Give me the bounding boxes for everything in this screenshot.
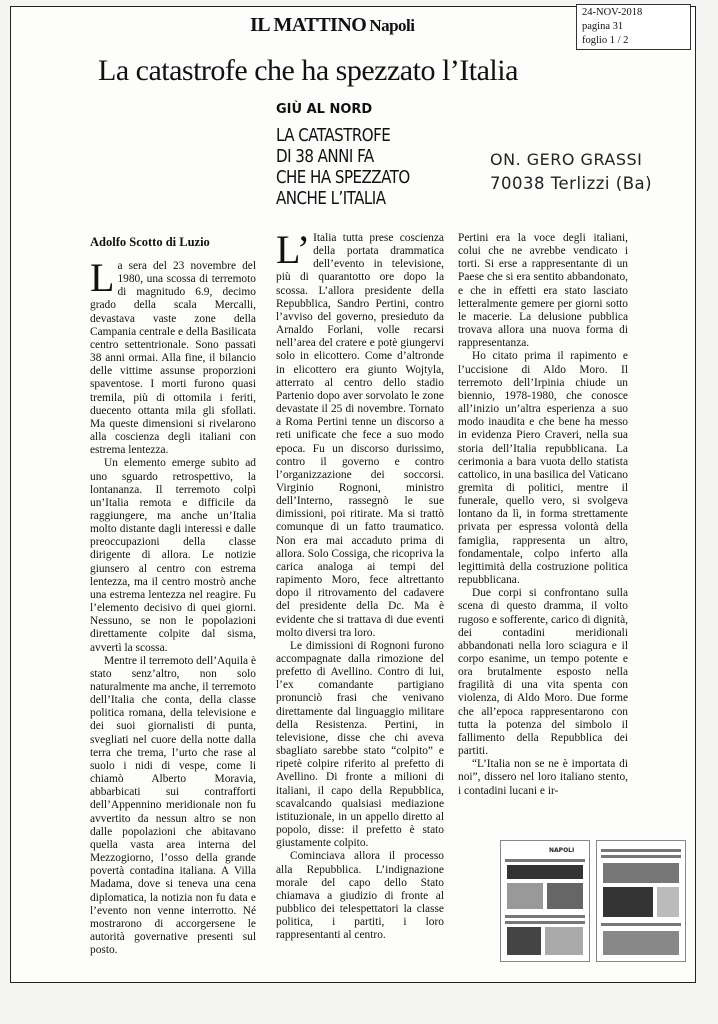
drop-cap: L’ xyxy=(276,227,311,272)
article-column-2 xyxy=(276,227,444,942)
subhead-line: ANCHE L’ITALIA xyxy=(276,189,386,209)
thumbnail-label: NAPOLI xyxy=(549,847,575,854)
article-column-3 xyxy=(458,232,628,798)
article-column-1 xyxy=(90,255,256,957)
paragraph: Pertini era la voce degli italiani, colui che ne avrebbe vendicato i torti. Si erse a rappresentante di un Paese che si era sentito abbandonato, e che in effetti era stato lasciato letteralmente gemere per giorni sotto le macerie. La delusione pubblica trovava allora una nuova forma di rappresentanza. xyxy=(458,232,628,350)
thumbnail-inner-page xyxy=(596,840,686,962)
paragraph-text: a sera del 23 novembre del 1980, una scossa di terremoto di magnitudo 6.9, decimo grado della scala Mercalli, devastava vaste zone della Campania centrale e della Basilicata centro settentrionale. Sono passati 38 anni ormai. Alla fine, il bilancio delle vittime assunse proporzioni spaventose. I morti furono quasi tremila, più di ottomila i feriti, duecento ottanta mila gli sfollati. Ma queste dimensioni si rivelarono alla coscienza degli italiani con estrema lentezza. xyxy=(90,260,256,457)
paragraph: Ho citato prima il rapimento e l’uccisione di Aldo Moro. Il terremoto dell’Irpinia chiude un biennio, 1978-1980, che conosce all’inizio un’altra esperienza a suo modo inaudita e che bene ha messo in evidenza Piero Craveri, nella sua storia dell’Italia repubblicana. La cerimonia a bara vuota dello statista cattolico, in una basilica del Vaticano gremita di politici, mentre il funerale, quello vero, si svolgeva lontano da lì, in forma strettamente privata per espressa volontà della famiglia, rappresenta un altro, fondamentale, colpo inferto alla legittimità della costruzione politica repubblicana. xyxy=(458,350,628,587)
section-kicker: GIÙ AL NORD xyxy=(276,102,373,117)
thumbnail-front-page xyxy=(500,840,590,962)
clip-page: pagina 31 xyxy=(582,21,624,32)
subhead-line: LA CATASTROFE xyxy=(276,126,391,146)
masthead-title: IL MATTINO xyxy=(250,14,367,36)
author-byline: Adolfo Scotto di Luzio xyxy=(90,235,210,249)
newspaper-masthead xyxy=(250,14,415,37)
clip-info-box xyxy=(576,4,691,50)
paragraph: Le dimissioni di Rognoni furono accompagnate dalla rimozione del prefetto di Avellino. Contro di lui, l’ex comandante partigiano pronunciò frasi che venivano direttamente dal linguaggio militare della Resistenza. Pertini, in televisione, disse che chi aveva sbagliato sarebbe stato “colpito” e ripetè colpire riferito al prefetto di Avellino. Di fronte a milioni di italiani, il capo della Repubblica, scavalcando qualsiasi mediazione istituzionale, in un appello diretto al popolo, disse: il prefetto è stato giustamente colpito. xyxy=(276,639,444,850)
subhead-line: CHE HA SPEZZATO xyxy=(276,168,410,188)
office-stamp xyxy=(490,148,652,196)
article-subhead xyxy=(276,126,439,210)
masthead-edition: Napoli xyxy=(369,16,415,35)
subhead-line: DI 38 ANNI FA xyxy=(276,147,374,167)
paragraph: Cominciava allora il processo alla Repubblica. L’indignazione morale del capo dello Stato chiamava a giudizio di fronte al pubblico dei telespettatori la classe politica, i partiti, i loro rappresentanti al centro. xyxy=(276,850,444,942)
paragraph-text: Italia tutta prese coscienza della portata drammatica dell’evento in televisione, più di quarantotto ore dopo la scossa. L’allora presidente della Repubblica, Sandro Pertini, contro l’avviso del governo, presieduto da Arnaldo Forlani, volle recarsi nell’area del cratere e potè giungervi solo in elicottero. Come d’altronde in elicottero era giunto Wojtyla, atterrato al centro dello stadio Partenio dopo aver sorvolato le zone devastate il 25 di novembre. Tornato a Roma Pertini tenne un discorso a reti unificate che fece a suo modo epoca. Fu un discorso durissimo, contro il governo e contro l’organizzazione dei soccorsi. Virginio Rognoni, ministro dell’Interno, rassegnò le sue dimissioni, poi ritirate. Ma si trattò comunque di un fatto traumatico. Non era mai accaduto prima di allora. Solo Cossiga, che ricopriva la carica analoga ai tempi del rapimento Moro, fece altrettanto dopo il ritrovamento del cadavere del presidente della Dc. Ma è evidente che si trattava di due eventi molto diversi tra loro. xyxy=(276,232,444,639)
paragraph xyxy=(276,227,444,640)
clip-sheet: foglio 1 / 2 xyxy=(582,35,629,46)
paragraph: “L’Italia non se ne è importata di noi”, dissero nel loro italiano stento, i contadini lucani e ir- xyxy=(458,758,628,797)
paragraph xyxy=(90,255,256,457)
stamp-address: 70038 Terlizzi (Ba) xyxy=(490,174,653,193)
paragraph: Un elemento emerge subito ad uno sguardo retrospettivo, la lontananza. Il terremoto colpì un’Italia remota e difficile da raggiungere, ma anche un’Italia molto distante dagli interessi e dalle preoccupazioni della classe dirigente di allora. Le notizie giunsero al centro con estrema lentezza, ma il centro mostrò anche una estrema lentezza nel reagire. Fu l’elemento decisivo di quei giorni. Nessuno, se non le popolazioni direttamente colpite dal sisma, avvertì la scossa. xyxy=(90,457,256,654)
clip-date: 24-NOV-2018 xyxy=(582,7,643,18)
drop-cap: L xyxy=(90,255,115,300)
paragraph: Mentre il terremoto dell’Aquila è stato senz’altro, non solo naturalmente ma anche, il terremoto dell’Italia che conta, della classe politica romana, della televisione e dei suoi giornalisti di punta, svegliati nel cuore della notte dalla terra che trema, l’urto che rase al suolo i nidi di vespe, come li chiamò Alberto Moravia, abbarbicati sui contrafforti dell’Appennino meridionale non fu avvertito da nessun altro se non dalle popolazioni che abitavano quella vasta area interna del Mezzogiorno, l’osso della grande povertà contadina italiana. A Villa Madama, dove si teneva una cena diplomatica, la notizia non fu data e l’evento non venne interrotto. Né mostrarono di accorgersene le autorità governative presenti sul posto. xyxy=(90,654,256,957)
paragraph: Due corpi si confrontano sulla scena di questo dramma, il volto rugoso e sofferente, carico di dignità, dei contadini meridionali abbandonati nella loro sciagura e il corpo esanime, un tempo potente e ora brutalmente esposto nella fragilità di una vita spenta con violenza, di Aldo Moro. Due forme che all’epoca rappresentarono con tutta la potenza del simbolo il fallimento della Repubblica dei partiti. xyxy=(458,587,628,758)
stamp-name: ON. GERO GRASSI xyxy=(490,150,643,169)
article-headline: La catastrofe che ha spezzato l’Italia xyxy=(98,54,518,87)
